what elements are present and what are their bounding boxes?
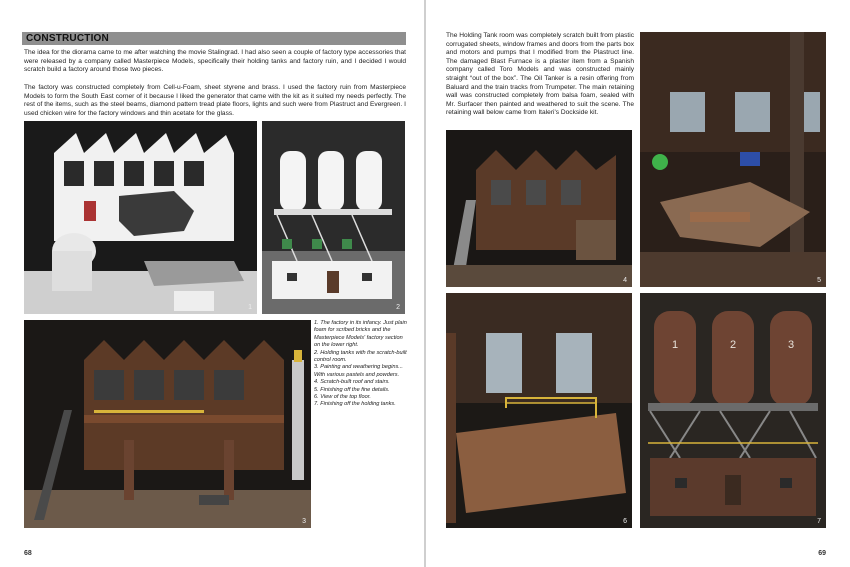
caption-4: 4. Scratch-built roof and stairs. xyxy=(314,379,390,386)
photo-1-factory-infancy xyxy=(24,121,257,314)
tank-number-2: 2 xyxy=(730,339,737,351)
photo-number-7: 7 xyxy=(817,518,821,525)
caption-7: 7. Finishing off the holding tanks. xyxy=(314,401,396,408)
photo-3-painting-begins xyxy=(24,320,311,528)
section-title: CONSTRUCTION xyxy=(26,33,109,44)
construction-paragraph: The factory was constructed completely from Cell-u-Foam, sheet styrene and brass. I used the factory ruin from Masterpiece Models to form the South East corner of it because I liked the generator that came with the kit as it suited my needs perfectly. The rest of the items, such as the steel beams, diamond pattern tread plate floors, lights and such were from Plastruct and Evergreen. I used chicken wire for the factory windows and thin acetate for the glass. xyxy=(24,84,406,117)
photo-number-6: 6 xyxy=(623,518,627,525)
photo-2-holding-tanks xyxy=(262,121,405,314)
left-page xyxy=(0,0,424,567)
photo-number-5: 5 xyxy=(817,277,821,284)
page-number-right: 69 xyxy=(818,550,826,557)
caption-6: 6. View of the top floor. xyxy=(314,394,371,401)
page-number-left: 68 xyxy=(24,550,32,557)
photo-number-2: 2 xyxy=(396,304,400,311)
photo-number-1: 1 xyxy=(248,304,252,311)
tank-number-3: 3 xyxy=(788,339,795,351)
caption-1: 1. The factory in its infancy. Just plain foam for scribed bricks and the Masterpiece Models' factory section on the lower right. xyxy=(314,320,407,349)
caption-2: 2. Holding tanks with the scratch-built control room. xyxy=(314,349,407,364)
photo-4-roof-and-stairs xyxy=(446,130,632,287)
caption-3: 3. Painting and weathering begins... With various pastels and powders. xyxy=(314,364,403,378)
photo-captions xyxy=(314,320,410,409)
tank-number-1: 1 xyxy=(672,339,679,351)
photo-number-4: 4 xyxy=(623,277,627,284)
holding-tank-paragraph: The Holding Tank room was completely scratch built from plastic corrugated sheets, window frames and doors from the parts box and motors and pumps that I modified from the Plastruct line. The damaged Blast Furnace is a plaster item from a Spanish company called Toro Models and was constructed mainly straight “out of the box”. The Oil Tanker is a resin offering from Baluard and the train tracks from Trumpeter. The main retaining wall was constructed completely from balsa foam, sealed with Mr. Surfacer then painted and weathered to suit the scene. The retaining wall below came from Italeri's Dockside kit. xyxy=(446,32,634,117)
right-page xyxy=(426,0,850,567)
caption-5: 5. Finishing off the fine details. xyxy=(314,386,390,393)
photo-6-top-floor xyxy=(446,293,632,528)
section-header-bar xyxy=(22,32,406,45)
photo-7-holding-tanks-finished xyxy=(640,293,826,528)
photo-number-3: 3 xyxy=(302,518,306,525)
photo-5-fine-details xyxy=(640,32,826,287)
intro-paragraph: The idea for the diorama came to me after watching the movie Stalingrad. I had also seen a couple of factory type accessories that were released by a company called Masterpiece Models, specifically their holding tanks and factory ruin, and I decided I would scratch build a factory around those two pieces. xyxy=(24,49,406,74)
